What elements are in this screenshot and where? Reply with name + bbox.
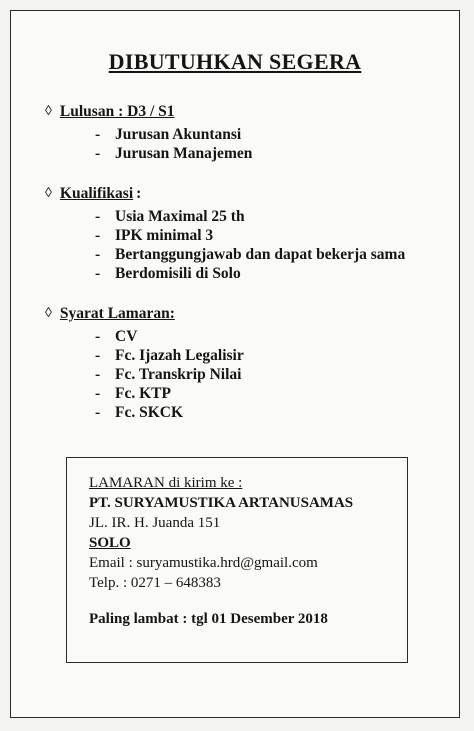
list-item-text: CV xyxy=(115,328,138,345)
section-heading xyxy=(45,185,405,203)
section-list xyxy=(95,327,244,422)
section-heading-colon: : xyxy=(136,185,142,202)
dash-icon: - xyxy=(95,404,101,421)
job-posting-page xyxy=(10,10,460,718)
dash-icon: - xyxy=(95,145,101,162)
dash-icon: - xyxy=(95,366,101,383)
dash-icon: - xyxy=(95,385,101,402)
spacer xyxy=(89,593,407,609)
dash-icon: - xyxy=(95,227,101,244)
section-list xyxy=(95,207,405,283)
company-city: SOLO xyxy=(89,535,131,551)
contact-phone: Telp. : 0271 – 648383 xyxy=(89,575,221,591)
contact-email: Email : suryamustika.hrd@gmail.com xyxy=(89,555,318,571)
section-education xyxy=(45,103,252,163)
list-item xyxy=(95,125,252,144)
list-item-text: Bertanggungjawab dan dapat bekerja sama xyxy=(115,246,406,263)
application-deadline: Paling lambat : tgl 01 Desember 2018 xyxy=(89,611,328,627)
dash-icon: - xyxy=(95,126,101,143)
diamond-bullet-icon: ◊ xyxy=(45,186,52,201)
dash-icon: - xyxy=(95,246,101,263)
section-heading xyxy=(45,305,244,323)
list-item-text: Usia Maximal 25 th xyxy=(115,208,245,225)
dash-icon: - xyxy=(95,265,101,282)
dash-icon: - xyxy=(95,347,101,364)
list-item xyxy=(95,327,244,346)
list-item xyxy=(95,365,244,384)
section-heading xyxy=(45,103,252,121)
section-heading-label: Syarat Lamaran: xyxy=(59,305,175,322)
section-heading-label: Kualifikasi xyxy=(59,185,134,202)
list-item-text: Jurusan Manajemen xyxy=(115,145,253,162)
section-list xyxy=(95,125,252,163)
list-item xyxy=(95,207,405,226)
list-item-text: Fc. Transkrip Nilai xyxy=(115,366,242,383)
list-item-text: Fc. Ijazah Legalisir xyxy=(115,347,244,364)
dash-icon: - xyxy=(95,208,101,225)
list-item xyxy=(95,144,252,163)
diamond-bullet-icon: ◊ xyxy=(45,306,52,321)
list-item-text: Jurusan Akuntansi xyxy=(115,126,242,143)
list-item-text: IPK minimal 3 xyxy=(115,227,214,244)
list-item xyxy=(95,403,244,422)
company-name: PT. SURYAMUSTIKA ARTANUSAMAS xyxy=(89,495,354,511)
list-item-text: Fc. SKCK xyxy=(115,404,184,421)
list-item xyxy=(95,264,405,283)
section-requirements xyxy=(45,305,244,422)
list-item xyxy=(95,384,244,403)
list-item xyxy=(95,346,244,365)
diamond-bullet-icon: ◊ xyxy=(45,104,52,119)
application-contact-box xyxy=(66,457,408,663)
section-qualifications xyxy=(45,185,405,283)
company-address: JL. IR. H. Juanda 151 xyxy=(89,515,221,531)
page-title: DIBUTUHKAN SEGERA xyxy=(108,49,362,74)
dash-icon: - xyxy=(95,328,101,345)
list-item-text: Fc. KTP xyxy=(115,385,171,402)
section-heading-label: Lulusan : D3 / S1 xyxy=(59,103,175,120)
list-item-text: Berdomisili di Solo xyxy=(115,265,241,282)
list-item xyxy=(95,226,405,245)
contact-heading: LAMARAN di kirim ke : xyxy=(89,475,243,491)
list-item xyxy=(95,245,405,264)
